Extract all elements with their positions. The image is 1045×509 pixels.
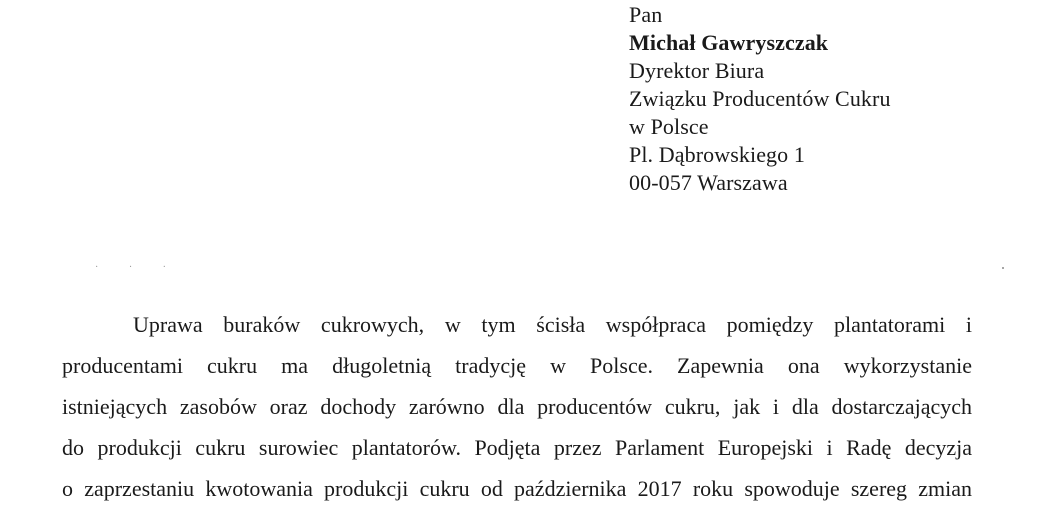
body-line-1: Uprawa buraków cukrowych, w tym ścisła współpraca pomiędzy plantatorami i [133,312,972,337]
recipient-address-block [629,1,891,197]
recipient-name: Michał Gawryszczak [629,30,829,55]
body-line-3: istniejących zasobów oraz dochody zarówno dla producentów cukru, jak i dla dostarczających [62,394,972,419]
scan-speck-marks: · · · [95,262,180,273]
body-line-4: do produkcji cukru surowiec plantatorów. Podjęta przez Parlament Europejski i Radę decyzja [62,435,972,460]
recipient-title: Dyrektor Biura [629,58,765,83]
body-line-5: o zaprzestaniu kwotowania produkcji cukru od października 2017 roku spowoduje szereg zmian [62,476,972,501]
letter-body [62,304,972,509]
recipient-salutation: Pan [629,2,663,27]
recipient-organization-line1: Związku Producentów Cukru [629,86,891,111]
scan-speck-dot [1002,267,1004,269]
recipient-city: 00-057 Warszawa [629,170,788,195]
recipient-street: Pl. Dąbrowskiego 1 [629,142,805,167]
recipient-organization-line2: w Polsce [629,114,709,139]
body-line-2: producentami cukru ma długoletnią tradycję w Polsce. Zapewnia ona wykorzystanie [62,353,972,378]
